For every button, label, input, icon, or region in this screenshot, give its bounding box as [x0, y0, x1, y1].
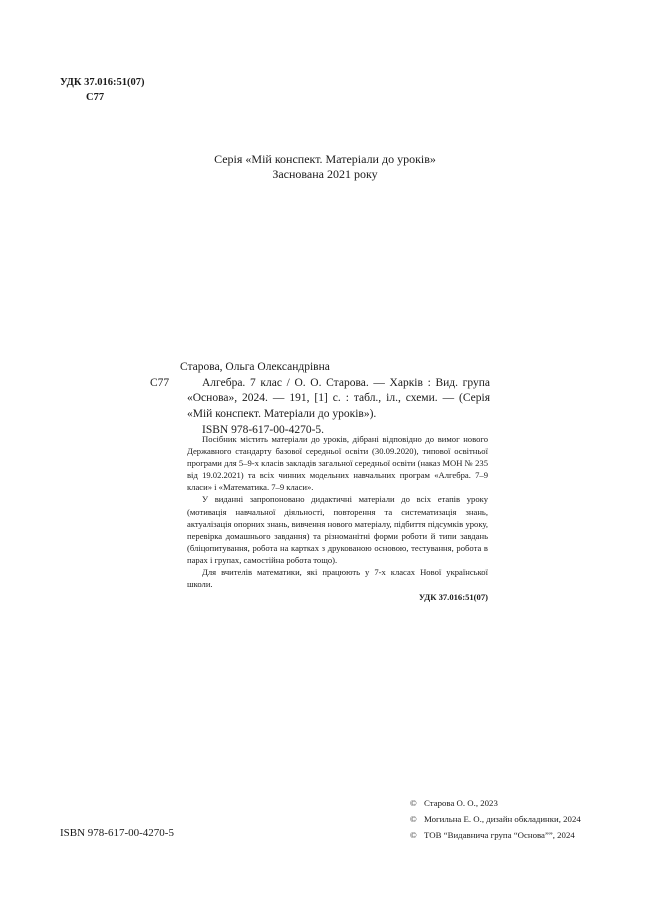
copyright-line: [410, 795, 581, 811]
series-founded: Заснована 2021 року: [272, 167, 378, 181]
copyright-text: Старова О. О., 2023: [424, 798, 498, 808]
catalog-author-mark: С77: [150, 377, 170, 389]
udk-code: УДК 37.016:51(07): [60, 77, 145, 88]
abstract-paragraph: У виданні запропоновано дидактичні матеріали до всіх етапів уроку (мотивація навчальної діяльності, повторення та систематизація знань, актуалізація опорних знань, вивчення нового матеріалу, підбиття підсумків уроку, перевірка домашнього завдання) та різноманітні форми роботи й типи завдань (бліцопитування, робота на картках з друкованою основою, тестування, робота в парах і групах, самостійна робота тощо).: [187, 494, 488, 565]
isbn-bottom: ISBN 978-617-00-4270-5: [60, 827, 174, 839]
series-block: [0, 152, 650, 182]
catalog-isbn: ISBN 978-617-00-4270-5.: [202, 424, 325, 436]
udk-top-block: [60, 75, 144, 105]
copyright-line: [410, 827, 581, 843]
copyright-symbol: ©: [410, 814, 417, 824]
abstract-paragraph: Для вчителів математики, які працюють у 7-х класах Нової української школи.: [187, 567, 488, 590]
catalog-description-text: Алгебра. 7 клас / О. О. Старова. — Харків : Вид. група «Основа», 2024. — 191, [1] с. : табл., іл., схеми. — (Серія «Мій конспект. Матеріали до уроків»).: [187, 376, 490, 420]
author-mark: С77: [86, 92, 105, 103]
abstract-paragraph: Посібник містить матеріали до уроків, дібрані відповідно до вимог нового Державного стандарту базової середньої освіти (30.09.2020), типової освітньої програми для 5–9-х класів закладів загальної середньої освіти (наказ МОН № 235 від 19.02.2021) та всіх чинних модельних навчальних програм «Алгебра. 7–9 класи» і «Математика. 7–9 класи».: [187, 434, 488, 493]
copyright-line: [410, 811, 581, 827]
copyright-block: [410, 795, 581, 843]
catalog-description: [150, 376, 490, 423]
catalog-author: Старова, Ольга Олександрівна: [180, 361, 330, 373]
copyright-symbol: ©: [410, 830, 417, 840]
abstract-block: [187, 433, 488, 603]
series-title: Серія «Мій конспект. Матеріали до уроків»: [214, 152, 436, 166]
copyright-symbol: ©: [410, 798, 417, 808]
copyright-text: Могильна Е. О., дизайн обкладинки, 2024: [424, 814, 581, 824]
catalog-record: [150, 360, 490, 439]
copyright-text: ТОВ “Видавнича група “Основа””, 2024: [424, 830, 575, 840]
abstract-udk: УДК 37.016:51(07): [418, 592, 488, 603]
